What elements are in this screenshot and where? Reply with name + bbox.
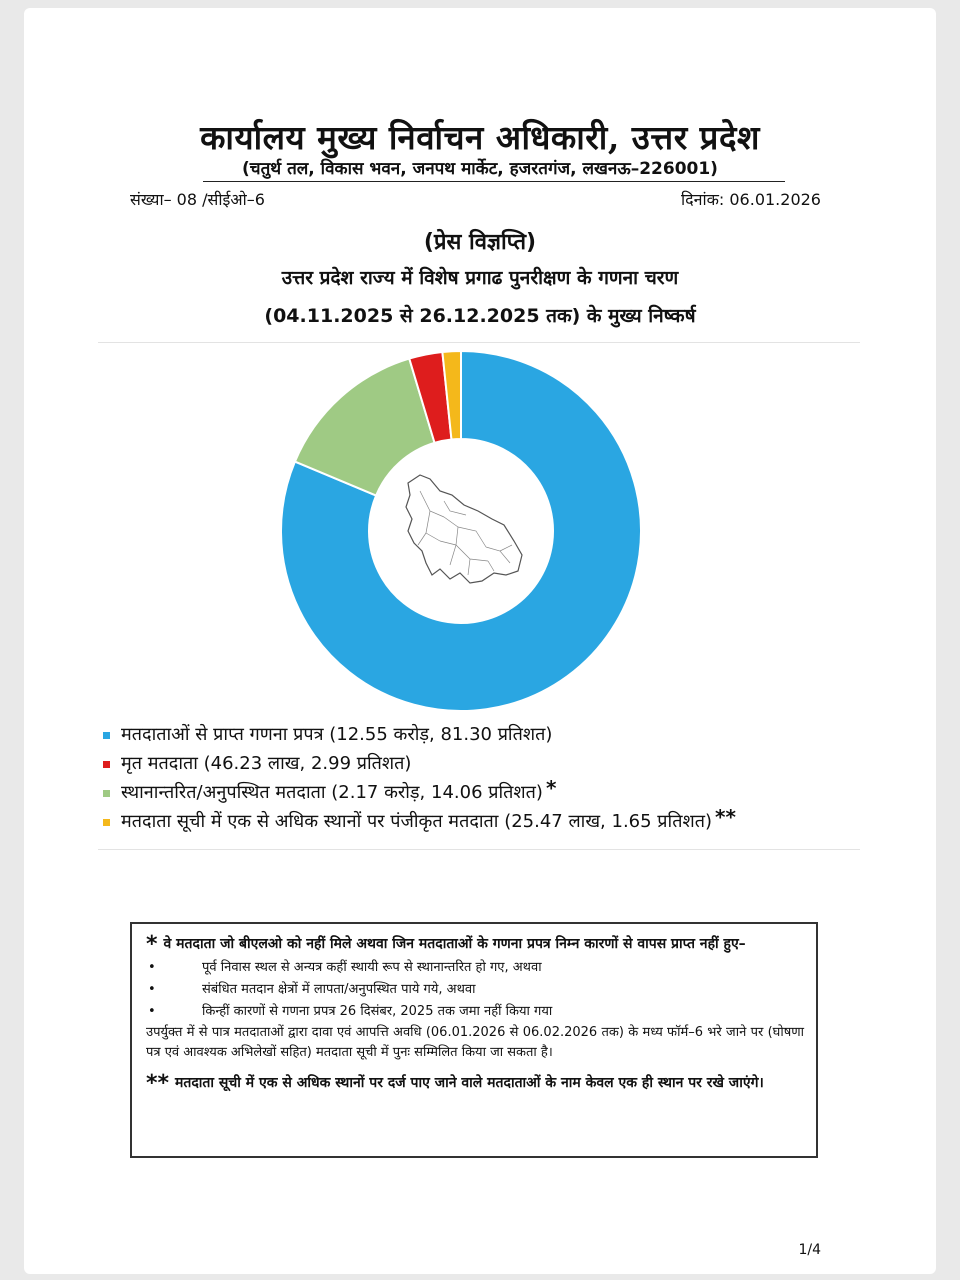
office-title: कार्यालय मुख्य निर्वाचन अधिकारी, उत्तर प्रदेश xyxy=(200,118,760,157)
footnote-star-mark: * xyxy=(545,776,557,800)
bullet-dot: • xyxy=(148,982,156,997)
page-number: 1/4 xyxy=(798,1242,821,1258)
note-double-star-paragraph xyxy=(146,1073,804,1094)
release-date: दिनांक: 06.01.2026 xyxy=(680,190,821,209)
footnote-star-mark: ** xyxy=(715,805,736,829)
reason-text: पूर्व निवास स्थल से अन्यत्र कहीं स्थायी रूप से स्थानान्तरित हो गए, अथवा xyxy=(202,960,542,975)
uttar-pradesh-map-icon xyxy=(406,475,522,583)
reason-text: किन्हीं कारणों से गणना प्रपत्र 26 दिसंबर, 2025 तक जमा नहीं किया गया xyxy=(202,1004,553,1019)
bullet-dot: • xyxy=(148,1004,156,1019)
reason-text: संबंधित मतदान क्षेत्रों में लापता/अनुपस्थित पाये गये, अथवा xyxy=(202,982,476,997)
bullet-dot: • xyxy=(148,960,156,975)
legend-item xyxy=(100,776,900,809)
legend-item xyxy=(100,722,900,751)
list-item xyxy=(146,979,804,1001)
notes-box xyxy=(130,922,818,1158)
legend-label: स्थानान्तरित/अनुपस्थित मतदाता (2.17 करोड़, 14.06 प्रतिशत) xyxy=(121,782,543,803)
single-star-mark: * xyxy=(146,932,158,957)
reasons-list xyxy=(146,957,804,1023)
note-star-paragraph xyxy=(146,934,804,955)
release-subtitle-line1: उत्तर प्रदेश राज्य में विशेष प्रगाढ पुनरीक्षण के गणना चरण xyxy=(281,267,679,289)
legend-label: मतदाताओं से प्राप्त गणना प्रपत्र (12.55 करोड़, 81.30 प्रतिशत) xyxy=(121,724,553,745)
donut-chart xyxy=(98,343,860,715)
legend-color-marker xyxy=(103,761,110,768)
legend-color-marker xyxy=(103,790,110,797)
office-address: (चतुर्थ तल, विकास भवन, जनपथ मार्केट, हजरतगंज, लखनऊ–226001) xyxy=(242,159,718,179)
release-subtitle-line2: (04.11.2025 से 26.12.2025 तक) के मुख्य निष्कर्ष xyxy=(264,305,696,327)
header-rule xyxy=(203,181,785,182)
legend-label: मृत मतदाता (46.23 लाख, 2.99 प्रतिशत) xyxy=(121,753,412,774)
reinclusion-note: उपर्युक्त में से पात्र मतदाताओं द्वारा दावा एवं आपत्ति अवधि (06.01.2026 से 06.02.2026 तक) के मध्य फॉर्म–6 भरे जाने पर (घोषणा पत्र एवं आवश्यक अभिलेखों सहित) मतदाता सूची में पुनः सम्मिलित किया जा सकता है। xyxy=(146,1025,804,1060)
legend-item xyxy=(100,751,900,780)
list-item xyxy=(146,1001,804,1023)
list-item xyxy=(146,957,804,979)
legend-item xyxy=(100,805,900,838)
chart-legend xyxy=(100,722,900,838)
legend-color-marker xyxy=(103,819,110,826)
reference-number: संख्या– 08 /सीईओ–6 xyxy=(130,190,265,209)
legend-label: मतदाता सूची में एक से अधिक स्थानों पर पंजीकृत मतदाता (25.47 लाख, 1.65 प्रतिशत) xyxy=(121,811,712,832)
press-release-heading: (प्रेस विज्ञप्ति) xyxy=(423,230,537,255)
note-double-star-text: मतदाता सूची में एक से अधिक स्थानों पर दर्ज पाए जाने वाले मतदाताओं के नाम केवल एक ही स्थान पर रखे जाएंगे। xyxy=(175,1075,764,1091)
note-star-text: वे मतदाता जो बीएलओ को नहीं मिले अथवा जिन मतदाताओं के गणना प्रपत्र निम्न कारणों से वापस प्राप्त नहीं हुए– xyxy=(163,936,746,952)
legend-color-marker xyxy=(103,732,110,739)
double-star-mark: ** xyxy=(146,1071,170,1096)
